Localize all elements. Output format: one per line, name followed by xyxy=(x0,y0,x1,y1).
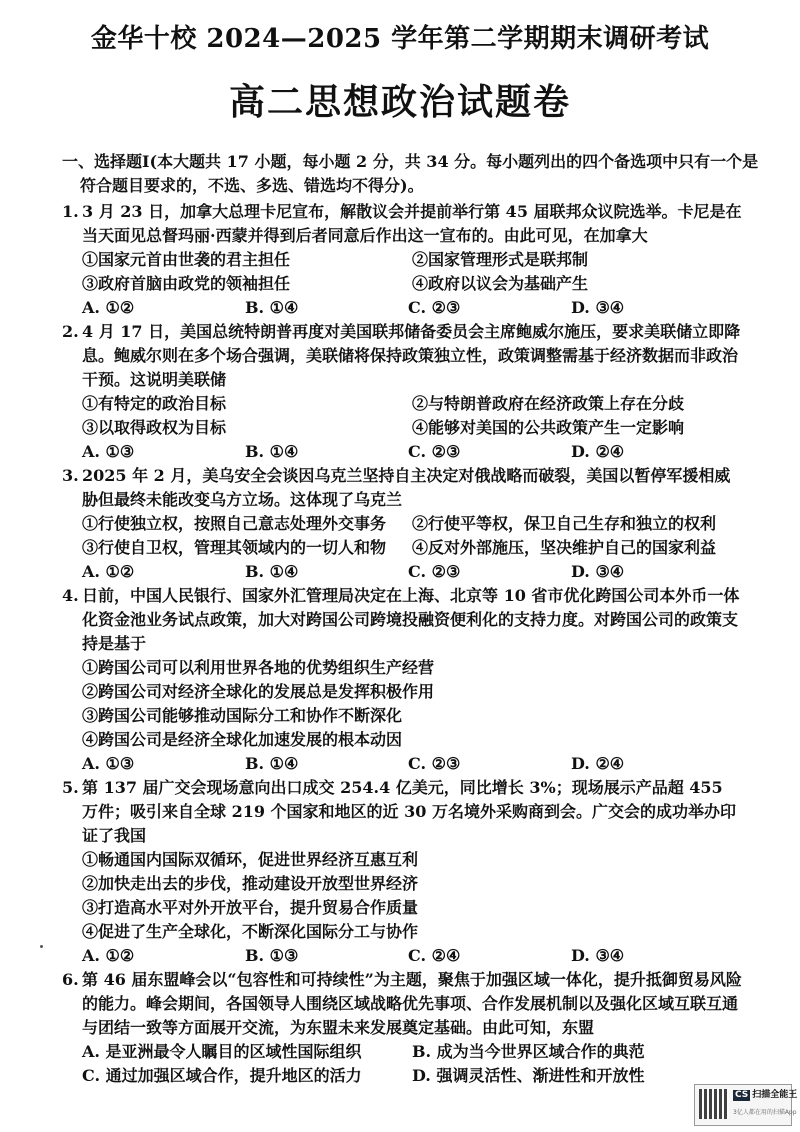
statement-item: ②跨国公司对经济全球化的发展总是发挥积极作用 xyxy=(82,682,435,701)
statement-item: ③政府首脑由政党的领袖担任 xyxy=(82,274,291,293)
statement-item: ②行使平等权，保卫自己生存和独立的权利 xyxy=(412,514,717,533)
question-text: 3 月 23 日，加拿大总理卡尼宣布，解散议会并提前举行第 45 届联邦众议院选举。卡尼是在当天面见总督玛丽·西蒙并得到后者同意后作出这一宣布的。由此可见，在加拿大 xyxy=(82,202,742,245)
section-instruction-line1: 一、选择题Ⅰ(本大题共 17 小题，每小题 2 分，共 34 分。每小题列出的四个备选项中只有一个是 xyxy=(62,152,759,171)
question-number: 2. xyxy=(62,322,79,341)
option-a: A. ①② xyxy=(82,946,135,965)
camscanner-logo xyxy=(733,1090,797,1101)
option-a: A. 是亚洲最令人瞩目的区域性国际组织 xyxy=(82,1042,362,1061)
statement-item: ①行使独立权，按照自己意志处理外交事务 xyxy=(82,514,387,533)
option-b: B. ①③ xyxy=(245,946,299,965)
question-stem xyxy=(62,200,742,248)
camscanner-name: 扫描全能王 xyxy=(752,1090,798,1100)
paper-subtitle: 高二思想政治试题卷 xyxy=(228,81,571,123)
question-4 xyxy=(62,584,742,776)
question-stem xyxy=(62,320,742,392)
option-b: B. ①④ xyxy=(245,442,299,461)
option-d: D. 强调灵活性、渐进性和开放性 xyxy=(412,1066,645,1085)
option-c: C. 通过加强区域合作，提升地区的活力 xyxy=(82,1066,362,1085)
exam-title: 金华十校 2024—2025 学年第二学期期末调研考试 xyxy=(90,24,710,54)
option-row xyxy=(62,560,742,584)
section-instruction-line2: 符合题目要求的，不选、多选、错选均不得分)。 xyxy=(80,176,424,195)
statement-item: ③以取得政权为目标 xyxy=(82,418,227,437)
option-d: D. ③④ xyxy=(571,946,625,965)
question-2 xyxy=(62,320,742,464)
question-text: 日前，中国人民银行、国家外汇管理局决定在上海、北京等 10 省市优化跨国公司本外币一体化资金池业务试点政策，加大对跨国公司跨境投融资便利化的支持力度。对跨国公司的政策支持是基于 xyxy=(82,586,740,653)
statement-item: ③行使自卫权，管理其领域内的一切人和物 xyxy=(82,538,387,557)
question-number: 6. xyxy=(62,970,79,989)
question-stem xyxy=(62,584,742,656)
option-c: C. ②④ xyxy=(408,946,461,965)
option-b: B. ①④ xyxy=(245,298,299,317)
option-c: C. ②③ xyxy=(408,562,461,581)
option-row xyxy=(62,296,742,320)
statement-item: ②国家管理形式是联邦制 xyxy=(412,250,589,269)
statement-item: ①有特定的政治目标 xyxy=(82,394,227,413)
option-b: B. ①④ xyxy=(245,754,299,773)
statement-item: ④跨国公司是经济全球化加速发展的根本动因 xyxy=(82,730,403,749)
option-b: B. 成为当今世界区域合作的典范 xyxy=(412,1042,645,1061)
option-b: B. ①④ xyxy=(245,562,299,581)
option-d: D. ②④ xyxy=(571,754,625,773)
question-number: 5. xyxy=(62,778,79,797)
question-stem xyxy=(62,776,742,848)
option-c: C. ②③ xyxy=(408,442,461,461)
option-d: D. ③④ xyxy=(571,298,625,317)
question-text: 4 月 17 日，美国总统特朗普再度对美国联邦储备委员会主席鲍威尔施压，要求美联储立即降息。鲍威尔则在多个场合强调，美联储将保持政策独立性，政策调整需基于经济数据而非政治干预。这说明美联储 xyxy=(82,322,741,389)
statement-item: ②加快走出去的步伐，推动建设开放型世界经济 xyxy=(82,874,419,893)
question-number: 1. xyxy=(62,202,79,221)
option-a: A. ①③ xyxy=(82,754,135,773)
statement-item: ③打造高水平对外开放平台，提升贸易合作质量 xyxy=(82,898,419,917)
question-5 xyxy=(62,776,742,968)
statement-item: ①国家元首由世袭的君主担任 xyxy=(82,250,291,269)
option-row xyxy=(62,944,742,968)
statement-list xyxy=(62,248,742,296)
statement-item: ③跨国公司能够推动国际分工和协作不断深化 xyxy=(82,706,403,725)
exam-content xyxy=(62,150,759,1088)
question-number: 3. xyxy=(62,466,79,485)
statement-item: ①跨国公司可以利用世界各地的优势组织生产经营 xyxy=(82,658,435,677)
option-c: C. ②③ xyxy=(408,298,461,317)
option-c: C. ②③ xyxy=(408,754,461,773)
question-text: 第 137 届广交会现场意向出口成交 254.4 亿美元，同比增长 3%；现场展示产品超 455 万件；吸引来自全球 219 个国家和地区的近 30 万名境外采购商到会。广交会的成功举办印证了我国 xyxy=(82,778,736,845)
question-text: 2025 年 2 月，美乌安全会谈因乌克兰坚持自主决定对俄战略而破裂，美国以暂停军援相威胁但最终未能改变乌方立场。这体现了乌克兰 xyxy=(82,466,731,509)
statement-item: ①畅通国内国际双循环，促进世界经济互惠互利 xyxy=(82,850,419,869)
section-heading xyxy=(62,150,759,198)
question-number: 4. xyxy=(62,586,79,605)
question-1 xyxy=(62,200,742,320)
statement-item: ④能够对美国的公共政策产生一定影响 xyxy=(412,418,685,437)
option-d: D. ③④ xyxy=(571,562,625,581)
camscanner-mark: CS xyxy=(735,1090,749,1100)
question-stem xyxy=(62,968,742,1040)
camscanner-tagline: 3亿人都在用的扫描App xyxy=(733,1109,797,1116)
option-a: A. ①③ xyxy=(82,442,135,461)
option-a: A. ①② xyxy=(82,298,135,317)
statement-list xyxy=(62,512,742,560)
option-grid xyxy=(62,1040,742,1088)
statement-item: ④促进了生产全球化，不断深化国际分工与协作 xyxy=(82,922,419,941)
question-3 xyxy=(62,464,742,584)
option-row xyxy=(62,440,742,464)
option-a: A. ①② xyxy=(82,562,135,581)
statement-item: ④反对外部施压，坚决维护自己的国家利益 xyxy=(412,538,717,557)
question-6 xyxy=(62,968,742,1088)
statement-item: ②与特朗普政府在经济政策上存在分歧 xyxy=(412,394,685,413)
camscanner-watermark xyxy=(694,1084,798,1126)
statement-list xyxy=(62,392,742,440)
option-d: D. ②④ xyxy=(571,442,625,461)
option-row xyxy=(62,752,742,776)
question-stem xyxy=(62,464,742,512)
question-text: 第 46 届东盟峰会以“包容性和可持续性”为主题，聚焦于加强区域一体化，提升抵御贸易风险的能力。峰会期间，各国领导人围绕区域战略优先事项、合作发展机制以及强化区域互联互通与团结一致等方面展开交流，为东盟未来发展奠定基础。由此可知，东盟 xyxy=(82,970,742,1037)
statement-item: ④政府以议会为基础产生 xyxy=(412,274,589,293)
qr-code-icon xyxy=(699,1089,729,1119)
margin-mark xyxy=(40,945,43,948)
